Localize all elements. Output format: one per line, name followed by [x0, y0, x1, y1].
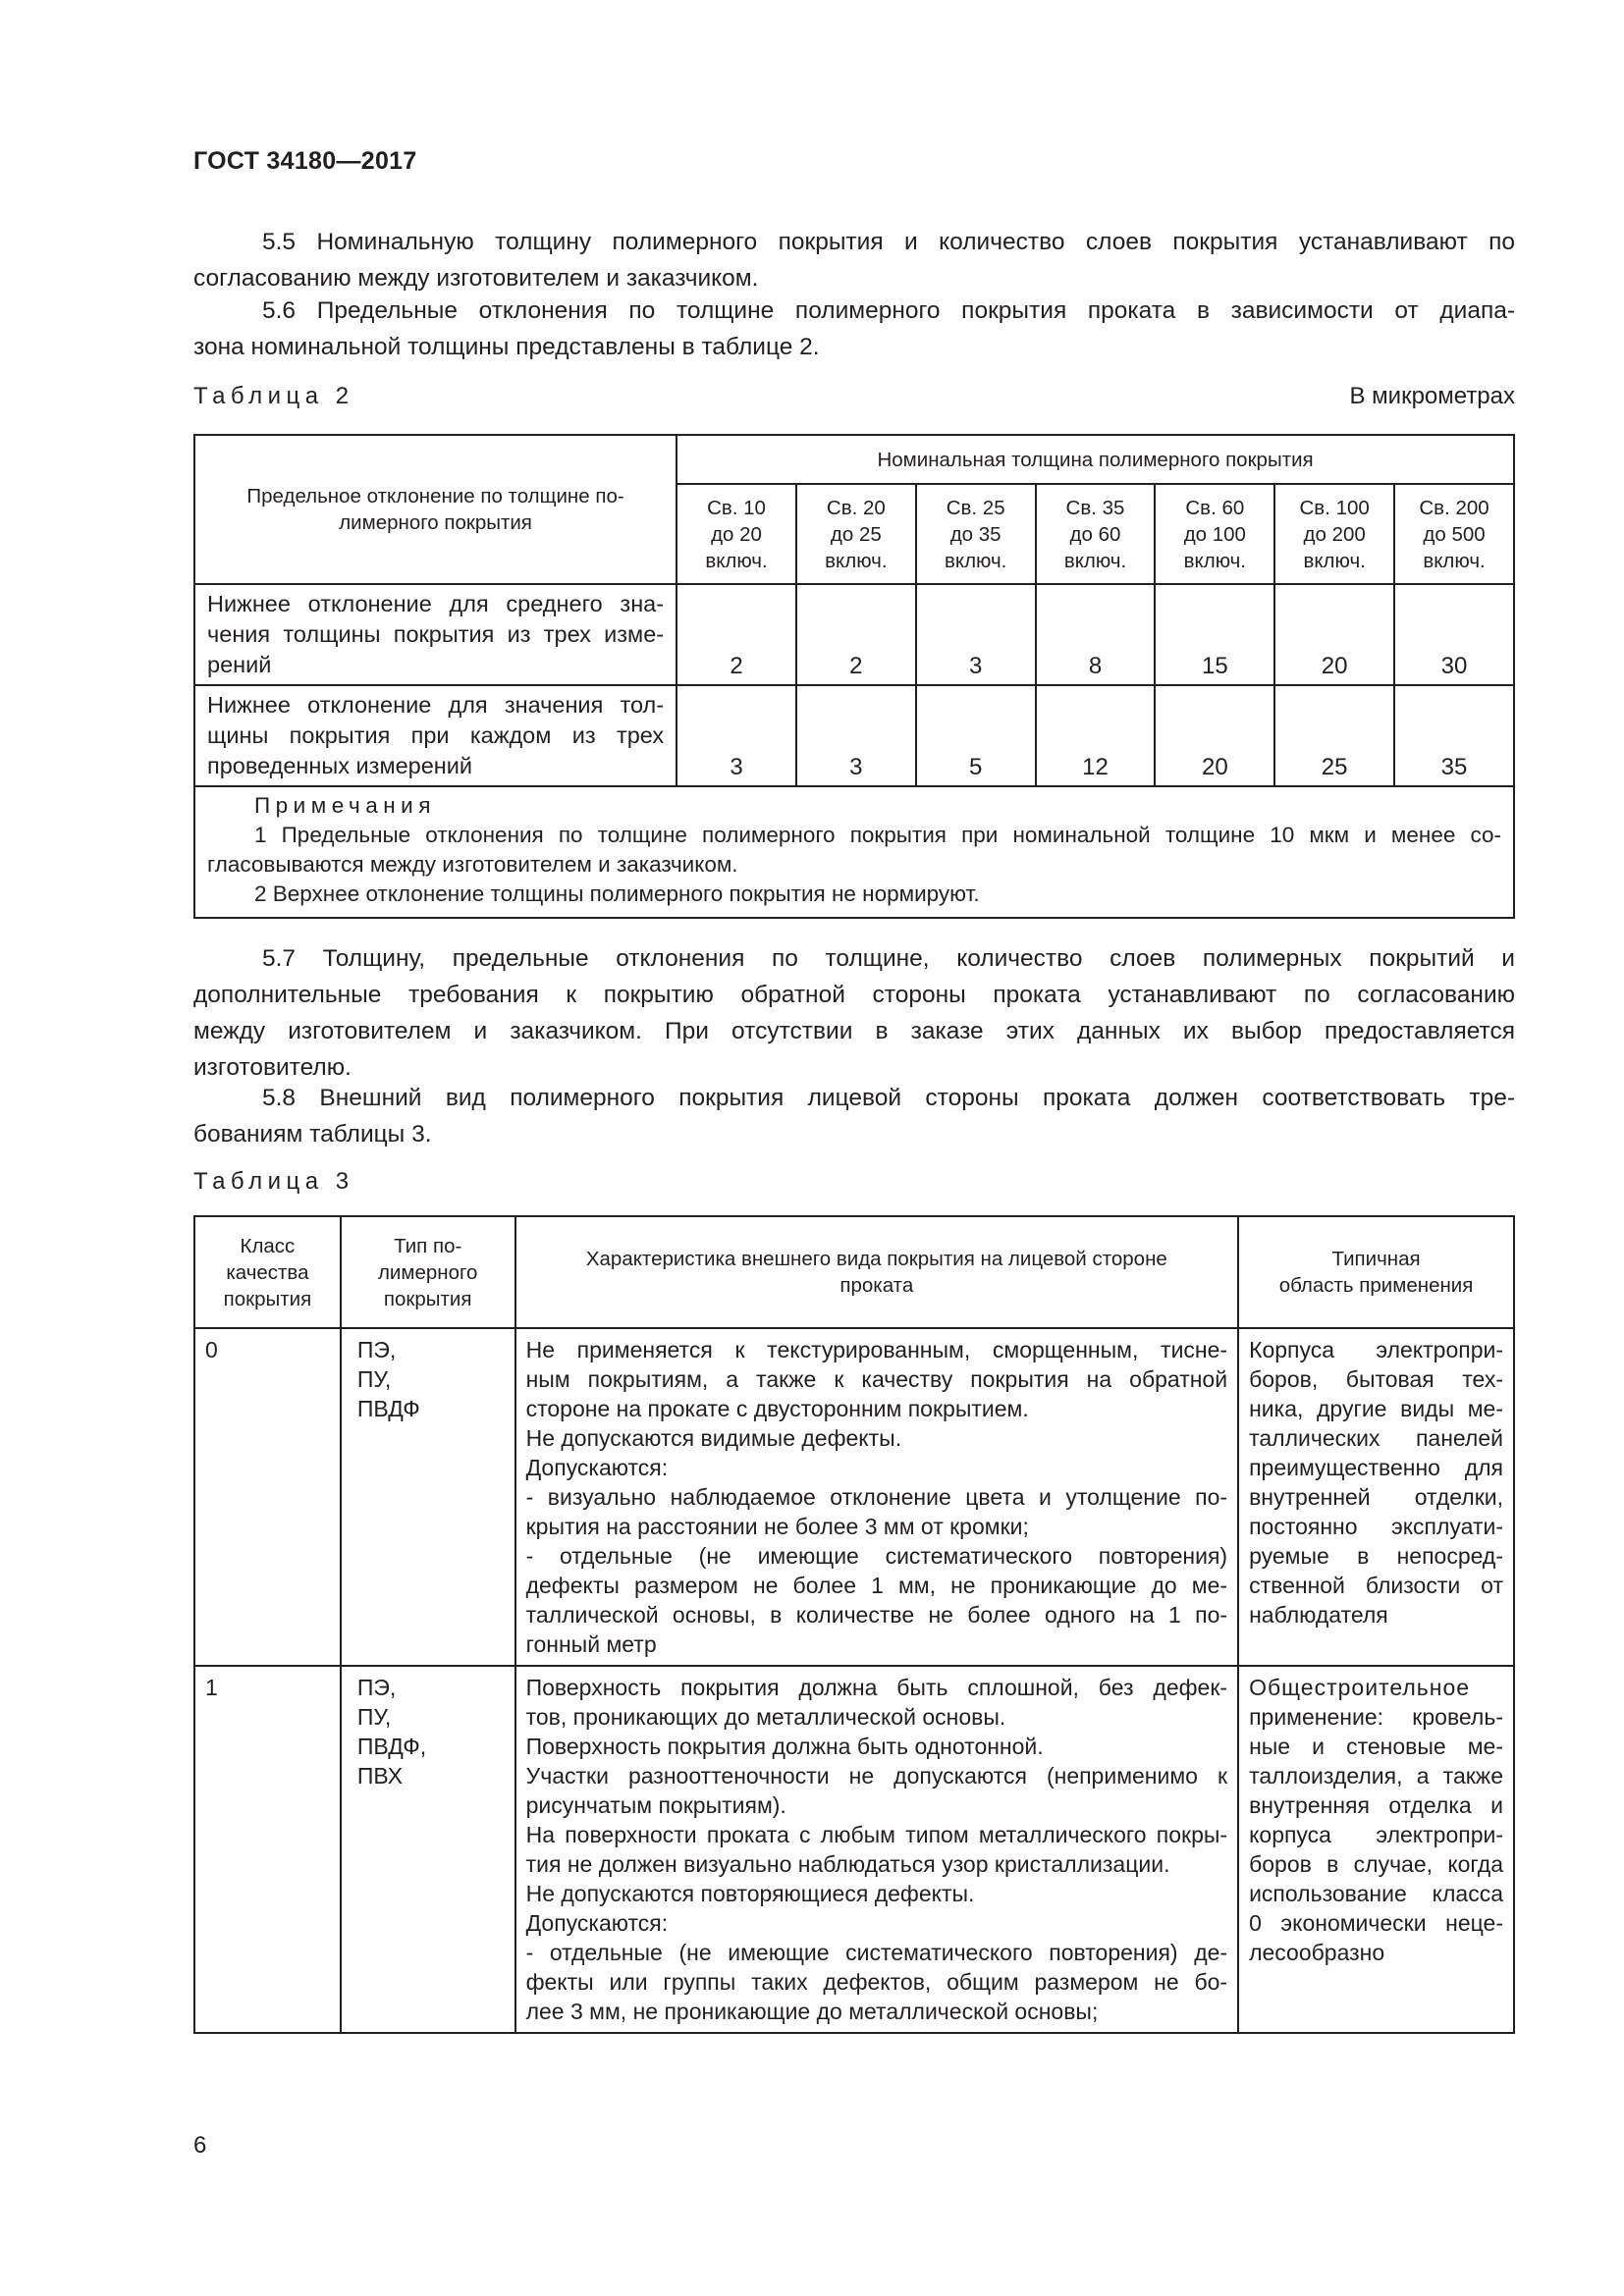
header-line: Характеристика внешнего вида покрытия на лицевой стороне [585, 1248, 1167, 1270]
paragraph-line: согласованию между изготовителем и заказчиком. [193, 265, 759, 292]
row-label-line: проведенных измерений [207, 753, 473, 778]
header-line: покрытия [383, 1287, 472, 1310]
range-from: Св. 25 [946, 496, 1005, 519]
table-3-caption: Таблица 3 [193, 1168, 354, 1195]
row-label-line: рений [207, 652, 272, 677]
range-header [1394, 484, 1514, 584]
description-line: - отдельные (не имеющие систематического повторения) де- [525, 1940, 1228, 1965]
application-line: боров в случае, когда [1249, 1851, 1503, 1877]
paragraph-5-6 [193, 293, 1515, 365]
description-line: Допускаются: [525, 1455, 669, 1480]
standard-header: ГОСТ 34180—2017 [193, 147, 417, 175]
description-cell [515, 1666, 1238, 2033]
range-to: до 500 [1423, 522, 1486, 546]
note-line: 2 Верхнее отклонение толщины полимерного покрытия не нормируют. [254, 881, 980, 906]
paragraph-line: 5.6 Предельные отклонения по толщине полимерного покрытия проката в зависимости от диапа- [262, 297, 1515, 324]
class-value: 1 [205, 1675, 218, 1700]
range-from: Св. 35 [1065, 496, 1125, 519]
range-incl: включ. [705, 549, 768, 572]
application-line: ственной близости от [1249, 1573, 1503, 1598]
table-row [194, 584, 1514, 685]
application-line: применение: кровель- [1249, 1704, 1503, 1730]
application-line: лесообразно [1249, 1940, 1385, 1965]
table-cell: 20 [1155, 685, 1274, 786]
paragraph-line: дополнительные требования к покрытию обратной стороны проката устанавливают по согласованию [193, 982, 1515, 1008]
description-line: гонный метр [525, 1631, 657, 1657]
description-line: Участки разнооттеночности не допускаются (неприменимо к [525, 1763, 1228, 1789]
application-line: 0 экономически неце- [1249, 1910, 1503, 1936]
table-cell: 2 [677, 584, 796, 685]
table-2-caption: Таблица 2 [193, 383, 354, 409]
header-line: проката [839, 1274, 914, 1297]
table-2-group-header: Номинальная толщина полимерного покрытия [677, 435, 1514, 484]
range-header [1036, 484, 1156, 584]
application-line: руемые в непосред- [1249, 1543, 1503, 1569]
table-cell: 35 [1394, 685, 1514, 786]
range-to: до 200 [1303, 522, 1366, 546]
table-notes-row [194, 786, 1514, 918]
description-line: Допускаются: [525, 1910, 669, 1936]
type-cell [341, 1328, 515, 1666]
description-line: стороне на прокате с двусторонним покрытием. [525, 1396, 1029, 1421]
header-line: Типичная [1331, 1248, 1421, 1270]
paragraph-line: зона номинальной толщины представлены в таблице 2. [193, 334, 820, 360]
table-row [194, 685, 1514, 786]
range-to: до 35 [949, 522, 1001, 546]
table-cell: 3 [677, 685, 796, 786]
description-line: рисунчатым покрытиям). [525, 1792, 786, 1818]
application-line: внутренней отделки, [1249, 1484, 1503, 1510]
table-2 [193, 434, 1515, 919]
range-incl: включ. [1183, 549, 1246, 572]
table-cell: 5 [916, 685, 1036, 786]
description-line: ным покрытиям, а также к качеству покрытия на обратной [525, 1366, 1228, 1392]
range-from: Св. 100 [1299, 496, 1370, 519]
row-label-line: щины покрытия при каждом из трех [207, 722, 665, 748]
range-incl: включ. [1303, 549, 1366, 572]
type-line: ПВХ [356, 1763, 404, 1789]
description-line: таллической основы, в количестве не более одного на 1 по- [525, 1602, 1228, 1628]
range-from: Св. 60 [1185, 496, 1245, 519]
range-incl: включ. [944, 549, 1007, 572]
header-line: качества [226, 1260, 309, 1284]
type-cell [341, 1666, 515, 2033]
paragraph-line: 5.7 Толщину, предельные отклонения по толщине, количество слоев полимерных покрытий и [262, 945, 1515, 972]
paragraph-5-7 [193, 940, 1515, 1086]
description-line: крытия на расстоянии не более 3 мм от кромки; [525, 1514, 1029, 1539]
application-line: корпуса электропри- [1249, 1822, 1503, 1847]
range-from: Св. 20 [826, 496, 886, 519]
paragraph-line: 5.5 Номинальную толщину полимерного покрытия и количество слоев покрытия устанавливают по [262, 229, 1515, 255]
application-line: постоянно эксплуати- [1249, 1514, 1503, 1539]
range-to: до 100 [1183, 522, 1246, 546]
table-cell: 3 [796, 685, 916, 786]
table-cell: 3 [916, 584, 1036, 685]
description-line: Не допускаются повторяющиеся дефекты. [525, 1881, 975, 1906]
table-cell: 20 [1274, 584, 1394, 685]
class-value: 0 [205, 1337, 218, 1362]
range-incl: включ. [825, 549, 888, 572]
application-line: наблюдателя [1249, 1602, 1388, 1628]
type-line: ПУ, [356, 1704, 392, 1730]
type-line: ПЭ, [356, 1675, 397, 1700]
header-line: лимерного покрытия [339, 511, 532, 534]
paragraph-5-8 [193, 1080, 1515, 1152]
header-line: покрытия [223, 1287, 312, 1310]
header-application [1238, 1216, 1514, 1328]
table-cell: 12 [1036, 685, 1156, 786]
range-header [677, 484, 796, 584]
description-line: дефекты размером не более 1 мм, не проникающие до ме- [525, 1573, 1228, 1598]
table-row [194, 1328, 1514, 1666]
table-cell: 30 [1394, 584, 1514, 685]
application-cell [1238, 1328, 1514, 1666]
table-row [194, 1666, 1514, 2033]
row-label-line: Нижнее отклонение для значения тол- [207, 692, 665, 718]
header-quality-class [194, 1216, 341, 1328]
range-from: Св. 200 [1419, 496, 1489, 519]
description-line: тия не должен визуально наблюдаться узор кристаллизации. [525, 1851, 1170, 1877]
table-2-corner-header [194, 435, 677, 584]
table-cell: 8 [1036, 584, 1156, 685]
note-line: 1 Предельные отклонения по толщине полимерного покрытия при номинальной толщине 10 мкм и менее со- [254, 823, 1501, 847]
note-line: гласовываются между изготовителем и заказчиком. [207, 852, 738, 877]
range-header [1155, 484, 1274, 584]
header-line: лимерного [377, 1260, 478, 1284]
row-label [194, 685, 677, 786]
paragraph-line: между изготовителем и заказчиком. При отсутствии в заказе этих данных их выбор предоставляется [193, 1018, 1515, 1044]
range-to: до 20 [711, 522, 762, 546]
description-line: Поверхность покрытия должна быть однотонной. [525, 1734, 1044, 1759]
row-label [194, 584, 677, 685]
paragraph-line: 5.8 Внешний вид полимерного покрытия лицевой стороны проката должен соответствовать тре- [262, 1085, 1515, 1111]
description-line: фекты или группы таких дефектов, общим размером не бо- [525, 1969, 1228, 1995]
description-cell [515, 1328, 1238, 1666]
paragraph-line: бованиям таблицы 3. [193, 1121, 432, 1148]
row-label-line: Нижнее отклонение для среднего зна- [207, 591, 665, 616]
table-notes [194, 786, 1514, 918]
description-line: Поверхность покрытия должна быть сплошной, без дефек- [525, 1675, 1228, 1700]
notes-title: Примечания [254, 793, 436, 818]
application-line: Общестроительное [1249, 1675, 1471, 1700]
range-incl: включ. [1423, 549, 1486, 572]
description-line: На поверхности проката с любым типом металлического покры- [525, 1822, 1228, 1847]
range-header [916, 484, 1036, 584]
application-line: таллических панелей [1249, 1425, 1503, 1451]
header-line: область применения [1278, 1274, 1474, 1297]
class-cell [194, 1328, 341, 1666]
description-line: Не допускаются видимые дефекты. [525, 1425, 902, 1451]
row-label-line: чения толщины покрытия из трех изме- [207, 621, 665, 647]
type-line: ПВДФ [356, 1396, 420, 1421]
range-incl: включ. [1063, 549, 1127, 572]
range-to: до 25 [830, 522, 882, 546]
application-line: таллоизделия, а также [1249, 1763, 1503, 1789]
table-3 [193, 1215, 1515, 2034]
application-line: преимущественно для [1249, 1455, 1503, 1480]
page-number: 6 [193, 2132, 207, 2159]
range-from: Св. 10 [707, 496, 766, 519]
description-line: Не применяется к текстурированным, сморщенным, тисне- [525, 1337, 1228, 1362]
application-line: Корпуса электропри- [1249, 1337, 1503, 1362]
paragraph-line: изготовителю. [193, 1054, 352, 1081]
description-line: лее 3 мм, не проникающие до металлической основы; [525, 1999, 1099, 2024]
range-header [796, 484, 916, 584]
application-cell [1238, 1666, 1514, 2033]
table-cell: 25 [1274, 685, 1394, 786]
header-line: Класс [240, 1234, 296, 1257]
type-line: ПЭ, [356, 1337, 397, 1362]
application-line: использование класса [1249, 1881, 1503, 1906]
description-line: - отдельные (не имеющие систематического повторения) [525, 1543, 1228, 1569]
header-coating-type [341, 1216, 515, 1328]
header-appearance [515, 1216, 1238, 1328]
application-line: внутренняя отделка и [1249, 1792, 1503, 1818]
header-line: Предельное отклонение по толщине по- [246, 485, 624, 507]
range-header [1274, 484, 1394, 584]
application-line: ные и стеновые ме- [1249, 1734, 1503, 1759]
table-cell: 15 [1155, 584, 1274, 685]
application-line: ника, другие виды ме- [1249, 1396, 1503, 1421]
type-line: ПВДФ, [356, 1734, 427, 1759]
paragraph-5-5 [193, 224, 1515, 296]
header-line: Тип по- [394, 1234, 462, 1257]
table-cell: 2 [796, 584, 916, 685]
description-line: тов, проникающих до металлической основы. [525, 1704, 1006, 1730]
table-2-unit: В микрометрах [1349, 383, 1515, 409]
range-to: до 60 [1069, 522, 1121, 546]
type-line: ПУ, [356, 1366, 392, 1392]
application-line: боров, бытовая тех- [1249, 1366, 1503, 1392]
class-cell [194, 1666, 341, 2033]
description-line: - визуально наблюдаемое отклонение цвета и утолщение по- [525, 1484, 1228, 1510]
